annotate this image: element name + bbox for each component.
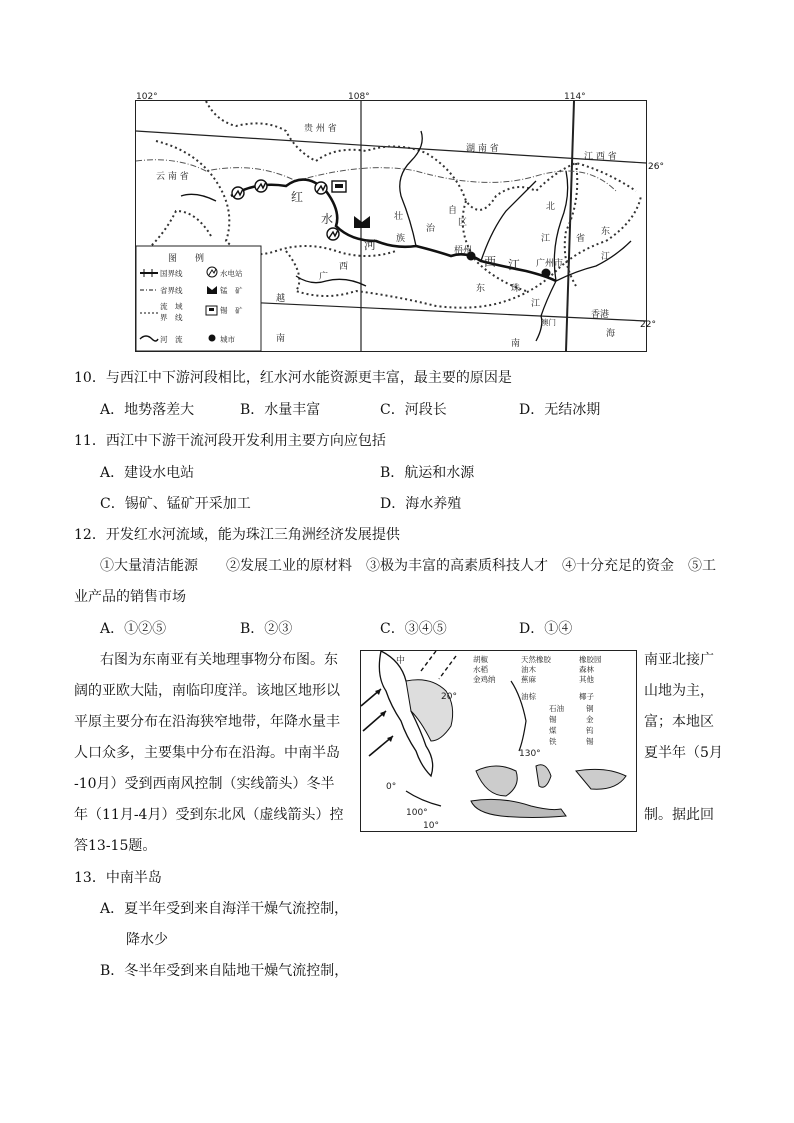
q13-option-a-line2: 降水少 bbox=[126, 932, 168, 948]
intro-l1b: 南亚北接广 bbox=[644, 652, 714, 668]
intro-l4b: 夏半年（5月 bbox=[644, 745, 723, 761]
label-xi: 西 bbox=[339, 262, 349, 272]
q12-option-d: D．①④ bbox=[519, 621, 573, 637]
legend-title: 图 例 bbox=[168, 254, 205, 264]
legend-border: 国界线 bbox=[160, 269, 183, 278]
map-legend bbox=[136, 246, 261, 351]
q13-option-a-line1: A．夏半年受到来自海洋干燥气流控制， bbox=[100, 901, 349, 917]
intro-l1a: 右图为东南亚有关地理事物分布图。东 bbox=[100, 652, 338, 668]
intro-l3a: 平原主要分布在沿海狭窄地带，年降水量丰 bbox=[74, 714, 340, 730]
label-zhong: 中 bbox=[396, 656, 406, 666]
legend-river: 河 流 bbox=[160, 335, 183, 344]
legend-xiangjiaoyuan: 橡胶园 bbox=[579, 655, 602, 664]
intro-l6b: 制。据此回 bbox=[644, 807, 714, 823]
lat-22: 22° bbox=[640, 320, 656, 330]
xijiang-basin-map bbox=[135, 92, 647, 352]
intro-l4a: 人口众多，主要集中分布在沿海。中南半岛 bbox=[74, 745, 340, 761]
q10-option-c: C．河段长 bbox=[380, 402, 447, 418]
lat-0: 0° bbox=[386, 782, 397, 792]
q12-items-line2: 业产品的销售市场 bbox=[74, 589, 186, 605]
xijiang-basin-map-svg bbox=[136, 92, 646, 351]
tin-mine-icon bbox=[332, 181, 346, 192]
legend-hujiao: 胡椒 bbox=[473, 655, 488, 664]
label-guangdong-sheng: 省 bbox=[576, 234, 586, 244]
label-nan2: 南 bbox=[511, 339, 521, 349]
q13-stem: 13．中南半岛 bbox=[74, 870, 162, 886]
label-jiang2: 江 bbox=[541, 234, 551, 244]
label-aomen: 澳门 bbox=[541, 318, 556, 327]
label-dong: 东 bbox=[601, 227, 611, 237]
intro-l3b: 富；本地区 bbox=[644, 714, 714, 730]
label-zhu: 珠 bbox=[511, 284, 521, 294]
label-guang: 广 bbox=[319, 272, 329, 282]
q11-option-a: A．建设水电站 bbox=[100, 465, 195, 481]
manganese-mine-icon bbox=[354, 216, 370, 228]
legend-tianran-xiangjiao: 天然橡胶 bbox=[521, 655, 551, 664]
legend-tong: 铜 bbox=[586, 704, 594, 713]
legend-tin: 锡 矿 bbox=[220, 306, 243, 315]
hydro-station-icon bbox=[315, 182, 327, 194]
label-jiangxi: 江 西 省 bbox=[584, 152, 617, 162]
label-jiang: 江 bbox=[601, 252, 611, 262]
legend-shiyou: 石油 bbox=[549, 704, 564, 713]
label-he: 河 bbox=[364, 238, 377, 252]
intro-l7: 答13-15题。 bbox=[74, 838, 157, 854]
southeast-asia-map-svg bbox=[361, 651, 636, 831]
legend-tie: 铁 bbox=[549, 737, 557, 746]
lon-114: 114° bbox=[564, 92, 586, 102]
city-guangzhou-dot bbox=[542, 269, 551, 278]
legend-wu: 钨 bbox=[586, 726, 594, 735]
label-xijiang-xi: 西 bbox=[484, 255, 497, 269]
legend-hydro: 水电站 bbox=[220, 269, 243, 278]
label-jiang4: 江 bbox=[531, 299, 541, 309]
q11-option-c: C．锡矿、锰矿开采加工 bbox=[100, 496, 251, 512]
label-guangzhou: 广州市 bbox=[536, 259, 564, 269]
q12-items-line1: ①大量清洁能源 ②发展工业的原材料 ③极为丰富的高素质科技人才 ④十分充足的资金 ⑤工 bbox=[100, 558, 716, 574]
legend-qita: 其他 bbox=[579, 675, 594, 684]
lat-20: 20° bbox=[441, 692, 457, 702]
label-guizhou: 贵 州 省 bbox=[304, 124, 337, 134]
legend-manganese: 锰 矿 bbox=[220, 286, 243, 295]
lat-10: 10° bbox=[423, 821, 439, 831]
label-xijiang-jiang: 江 bbox=[508, 258, 521, 272]
legend-xi-b: 锡 bbox=[586, 737, 594, 746]
q12-option-a: A．①②⑤ bbox=[100, 621, 167, 637]
q12-option-b: B．②③ bbox=[240, 621, 293, 637]
label-yue: 越 bbox=[276, 294, 286, 304]
q10-option-b: B．水量丰富 bbox=[240, 402, 321, 418]
resource-legend bbox=[473, 654, 602, 746]
label-zhi: 治 bbox=[426, 224, 436, 234]
legend-youmu: 油木 bbox=[521, 665, 536, 674]
label-nan: 南 bbox=[276, 334, 286, 344]
legend-city: 城市 bbox=[220, 335, 235, 344]
q10-option-d: D．无结冰期 bbox=[519, 402, 601, 418]
legend-basin-b: 界 线 bbox=[160, 313, 183, 322]
label-bei: 北 bbox=[546, 202, 556, 212]
label-shui: 水 bbox=[321, 212, 334, 226]
q11-option-b: B．航运和水源 bbox=[380, 465, 475, 481]
legend-senlin: 森林 bbox=[579, 665, 594, 674]
lon-102: 102° bbox=[136, 92, 158, 102]
q11-stem: 11．西江中下游干流河段开发利用主要方向应包括 bbox=[74, 433, 386, 449]
label-xianggang: 香港 bbox=[591, 310, 610, 320]
southeast-asia-map bbox=[360, 650, 637, 832]
legend-xi-a: 锡 bbox=[549, 715, 557, 724]
q10-option-a: A．地势落差大 bbox=[100, 402, 195, 418]
intro-l2b: 山地为主， bbox=[644, 683, 714, 699]
q11-option-d: D．海水养殖 bbox=[380, 496, 462, 512]
intro-l2a: 阔的亚欧大陆，南临印度洋。该地区地形以 bbox=[74, 683, 340, 699]
legend-yezi: 椰子 bbox=[579, 692, 594, 701]
intro-l6a: 年（11月-4月）受到东北风（虚线箭头）控 bbox=[74, 807, 344, 823]
q12-option-c: C．③④⑤ bbox=[380, 621, 447, 637]
label-dong2: 东 bbox=[476, 284, 486, 294]
label-hong: 红 bbox=[291, 190, 304, 204]
lon-108: 108° bbox=[348, 92, 370, 102]
label-zu: 族 bbox=[396, 234, 406, 244]
label-hunan: 湖 南 省 bbox=[466, 144, 499, 154]
hydro-station-icon bbox=[255, 180, 267, 192]
legend-jiaoma: 蕉麻 bbox=[521, 675, 536, 684]
q13-option-b-line1: B．冬半年受到来自陆地干燥气流控制， bbox=[100, 963, 349, 979]
legend-shuidao: 水稻 bbox=[473, 665, 488, 674]
label-hai: 海 bbox=[606, 329, 616, 339]
label-qu: 区 bbox=[458, 218, 468, 228]
label-wuzhou: 梧州 bbox=[454, 246, 473, 256]
legend-jinjina: 金鸡纳 bbox=[473, 675, 496, 684]
hydro-station-icon bbox=[232, 187, 244, 199]
lon-100: 100° bbox=[406, 808, 428, 818]
q10-stem: 10．与西江中下游河段相比，红水河水能资源更丰富，最主要的原因是 bbox=[74, 370, 512, 386]
label-yunnan: 云 南 省 bbox=[156, 172, 189, 182]
lon-130: 130° bbox=[519, 749, 541, 759]
lat-26: 26° bbox=[648, 162, 664, 172]
southwest-monsoon-arrows bbox=[361, 689, 393, 756]
northeast-monsoon-arrows bbox=[421, 651, 456, 679]
intro-l5: -10月）受到西南风控制（实线箭头）冬半 bbox=[74, 776, 335, 792]
legend-jin: 金 bbox=[586, 715, 594, 724]
hydro-station-icon bbox=[327, 228, 339, 240]
legend-youzong: 油棕 bbox=[521, 692, 536, 701]
q12-stem: 12．开发红水河流域，能为珠江三角洲经济发展提供 bbox=[74, 527, 400, 543]
legend-mei: 煤 bbox=[549, 726, 557, 735]
legend-province: 省界线 bbox=[160, 286, 183, 295]
legend-basin-a: 流 域 bbox=[160, 302, 183, 311]
label-zi: 自 bbox=[448, 206, 458, 216]
label-zhuang: 壮 bbox=[394, 212, 404, 222]
